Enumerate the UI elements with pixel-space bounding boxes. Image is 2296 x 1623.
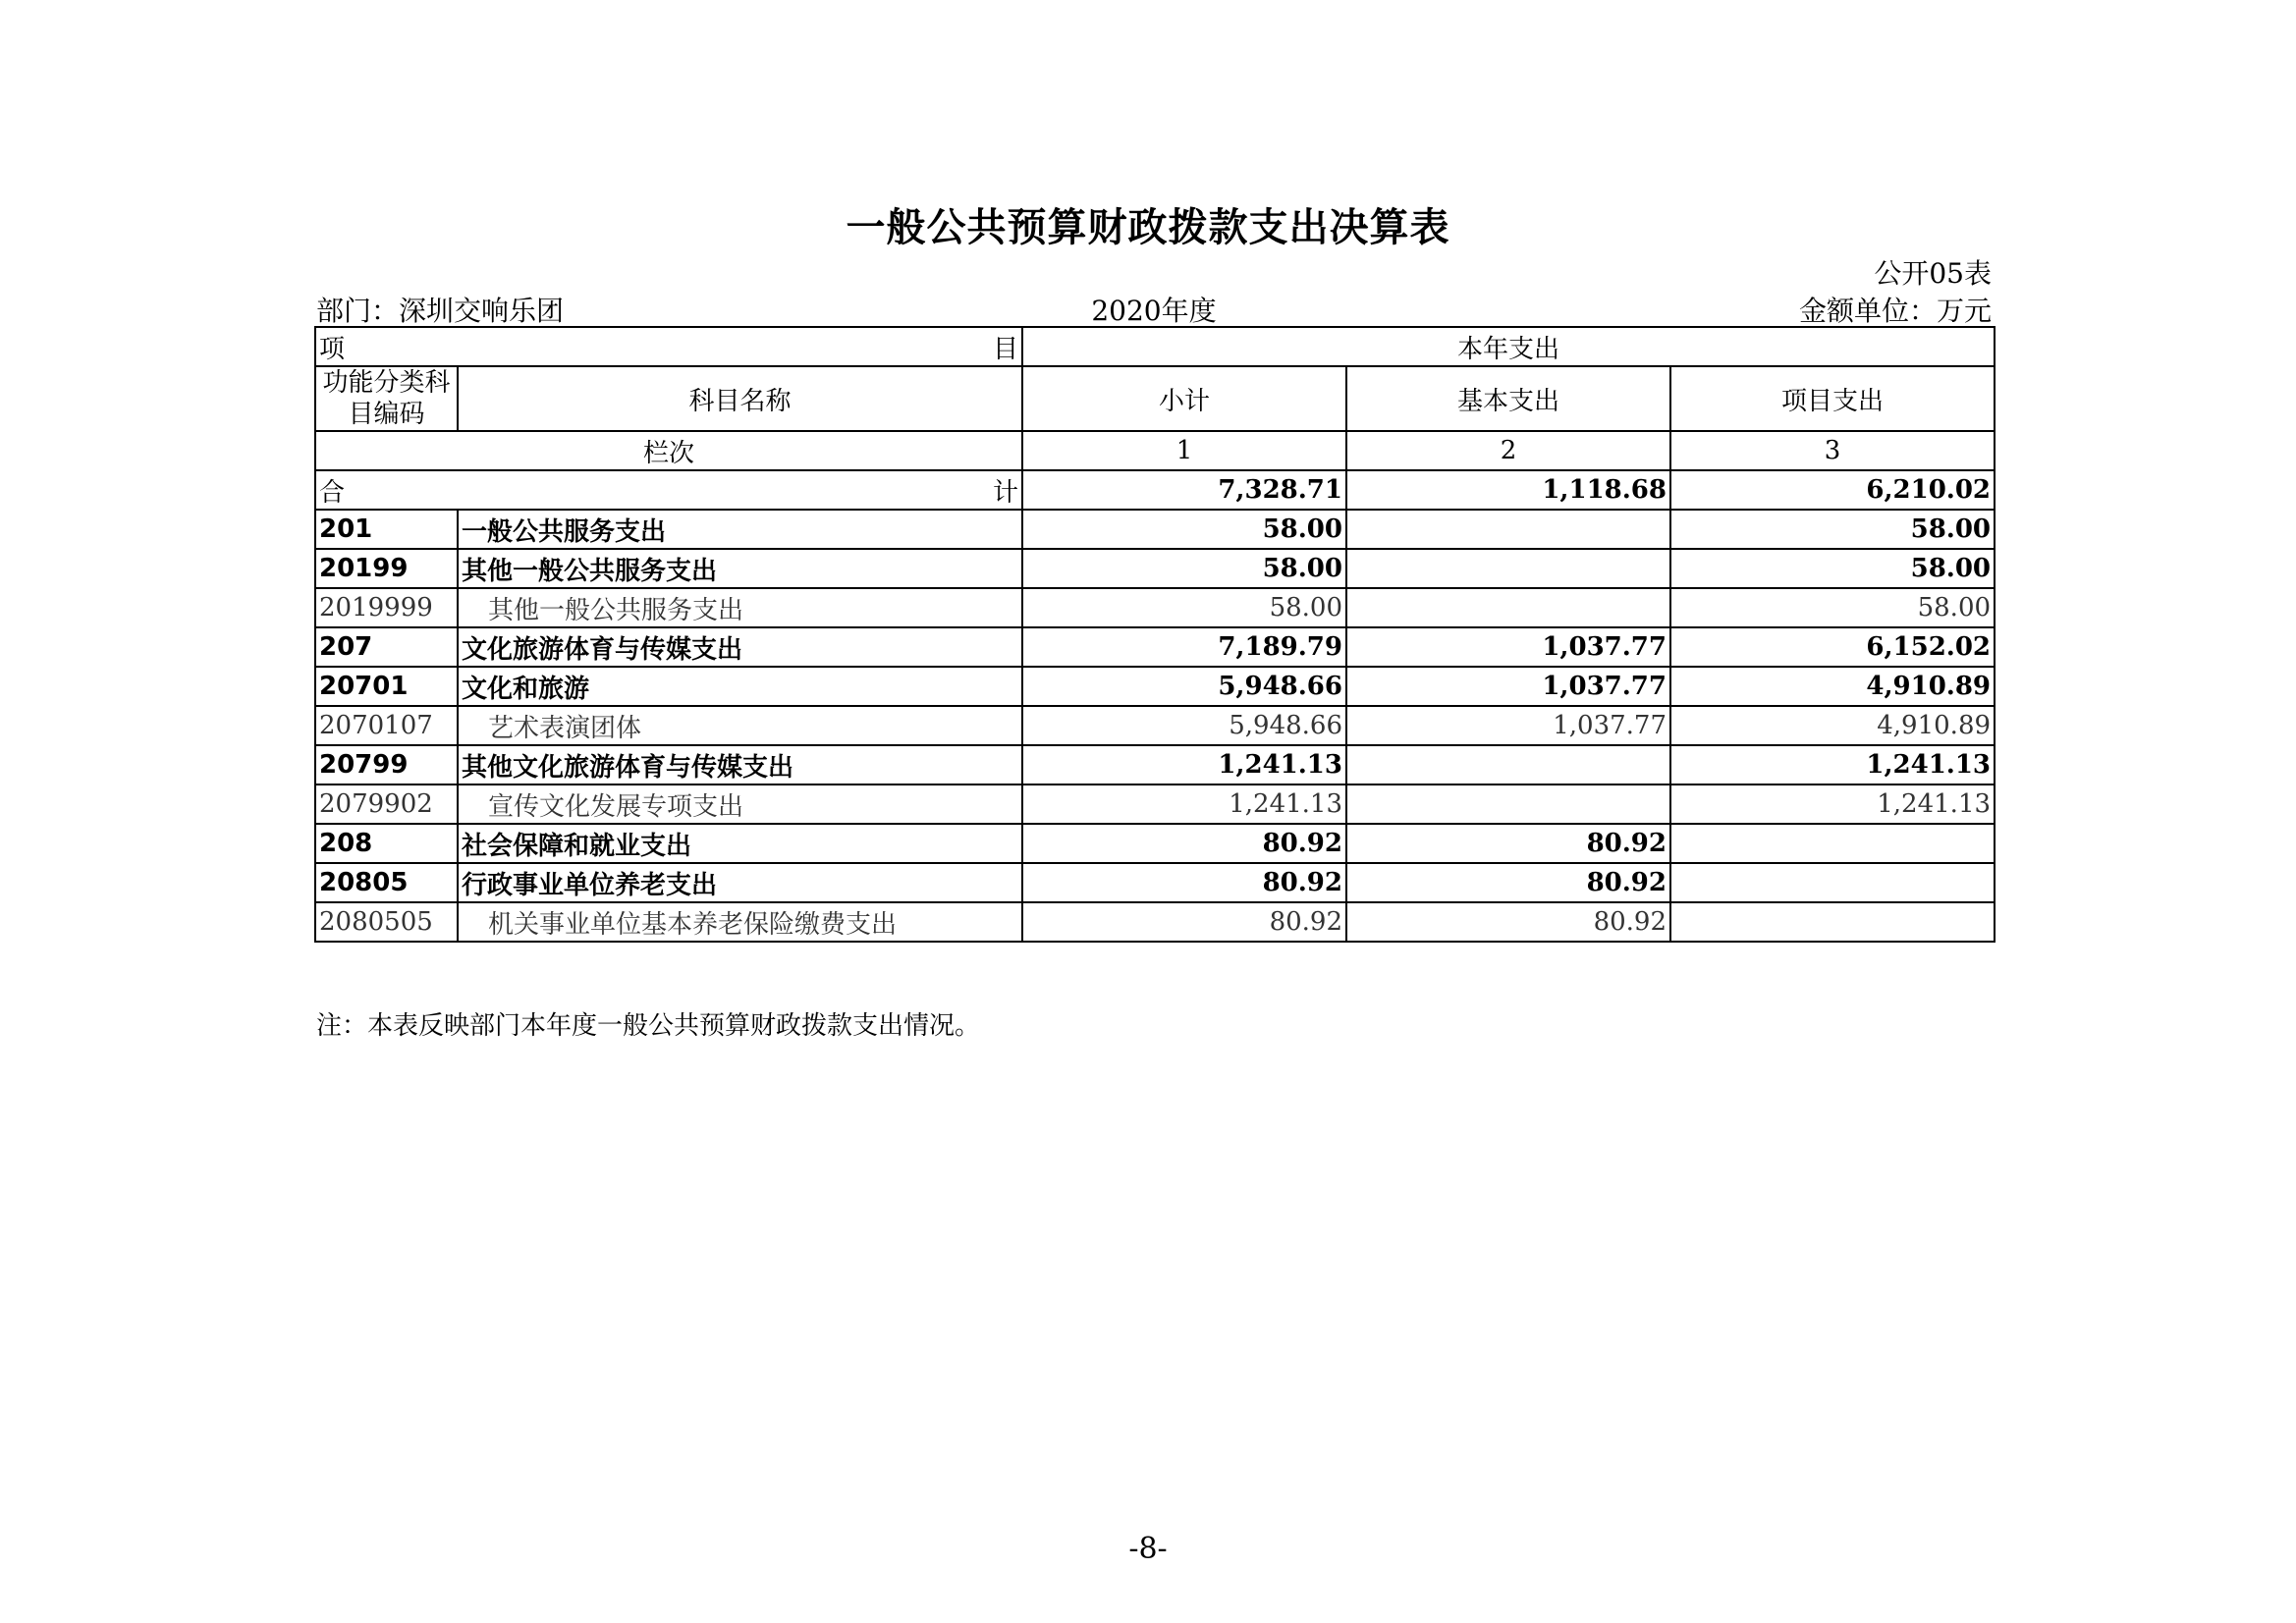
code-header: 功能分类科目编码 — [315, 366, 458, 431]
row-basic: 80.92 — [1346, 824, 1670, 863]
row-name: 其他一般公共服务支出 — [458, 588, 1022, 627]
item-header-cell — [315, 327, 1022, 366]
amount-unit: 金额单位：万元 — [1798, 295, 1992, 327]
table-row — [315, 627, 1995, 667]
total-project: 6,210.02 — [1670, 470, 1995, 510]
table-row — [315, 784, 1995, 824]
row-name: 文化旅游体育与传媒支出 — [458, 627, 1022, 667]
table-row — [315, 902, 1995, 942]
row-code: 20199 — [315, 549, 458, 588]
total-subtotal: 7,328.71 — [1022, 470, 1346, 510]
form-number: 公开05表 — [1874, 257, 1992, 290]
row-name: 艺术表演团体 — [458, 706, 1022, 745]
row-name: 其他一般公共服务支出 — [458, 549, 1022, 588]
row-project: 58.00 — [1670, 549, 1995, 588]
row-name: 社会保障和就业支出 — [458, 824, 1022, 863]
row-project: 58.00 — [1670, 510, 1995, 549]
department-label: 部门：深圳交响乐团 — [316, 295, 565, 327]
meta-row — [316, 290, 1992, 325]
item-header-right: 目 — [992, 334, 1018, 364]
table-row — [315, 824, 1995, 863]
row-project: 4,910.89 — [1670, 667, 1995, 706]
name-header: 科目名称 — [458, 366, 1022, 431]
page-number: -8- — [1128, 1532, 1168, 1566]
subtotal-header: 小计 — [1022, 366, 1346, 431]
row-subtotal: 58.00 — [1022, 510, 1346, 549]
row-project: 1,241.13 — [1670, 745, 1995, 784]
row-basic — [1346, 784, 1670, 824]
index-row — [315, 431, 1995, 470]
row-basic: 1,037.77 — [1346, 627, 1670, 667]
total-row — [315, 470, 1995, 510]
row-project — [1670, 824, 1995, 863]
row-code: 2079902 — [315, 784, 458, 824]
row-project: 4,910.89 — [1670, 706, 1995, 745]
row-code: 2080505 — [315, 902, 458, 942]
budget-table — [314, 326, 1995, 943]
row-project — [1670, 902, 1995, 942]
row-subtotal: 1,241.13 — [1022, 745, 1346, 784]
current-year-header: 本年支出 — [1022, 327, 1995, 366]
row-code: 20799 — [315, 745, 458, 784]
row-subtotal: 5,948.66 — [1022, 706, 1346, 745]
row-project: 6,152.02 — [1670, 627, 1995, 667]
total-label-cell — [315, 470, 1022, 510]
table-row — [315, 667, 1995, 706]
basic-header: 基本支出 — [1346, 366, 1670, 431]
index-label: 栏次 — [315, 431, 1022, 470]
row-code: 2070107 — [315, 706, 458, 745]
row-basic — [1346, 745, 1670, 784]
row-basic — [1346, 510, 1670, 549]
project-header: 项目支出 — [1670, 366, 1995, 431]
row-subtotal: 7,189.79 — [1022, 627, 1346, 667]
table-row — [315, 510, 1995, 549]
table-row — [315, 549, 1995, 588]
row-code: 201 — [315, 510, 458, 549]
total-label-right: 计 — [992, 477, 1018, 508]
table-row — [315, 588, 1995, 627]
row-name: 其他文化旅游体育与传媒支出 — [458, 745, 1022, 784]
row-name: 机关事业单位基本养老保险缴费支出 — [458, 902, 1022, 942]
row-basic: 80.92 — [1346, 902, 1670, 942]
row-basic: 80.92 — [1346, 863, 1670, 902]
index-2: 2 — [1346, 431, 1670, 470]
table-row — [315, 706, 1995, 745]
table-row — [315, 745, 1995, 784]
index-1: 1 — [1022, 431, 1346, 470]
header-row-2 — [315, 366, 1995, 431]
row-project: 58.00 — [1670, 588, 1995, 627]
total-label-left: 合 — [319, 477, 346, 508]
row-subtotal: 80.92 — [1022, 824, 1346, 863]
item-header-left: 项 — [319, 334, 346, 364]
table-row — [315, 863, 1995, 902]
row-project — [1670, 863, 1995, 902]
row-name: 一般公共服务支出 — [458, 510, 1022, 549]
row-subtotal: 80.92 — [1022, 863, 1346, 902]
row-subtotal: 80.92 — [1022, 902, 1346, 942]
row-code: 2019999 — [315, 588, 458, 627]
row-name: 行政事业单位养老支出 — [458, 863, 1022, 902]
row-subtotal: 58.00 — [1022, 549, 1346, 588]
row-basic — [1346, 588, 1670, 627]
row-name: 文化和旅游 — [458, 667, 1022, 706]
row-subtotal: 1,241.13 — [1022, 784, 1346, 824]
row-basic: 1,037.77 — [1346, 706, 1670, 745]
table-note: 注：本表反映部门本年度一般公共预算财政拨款支出情况。 — [316, 1011, 981, 1041]
fiscal-year: 2020年度 — [1091, 295, 1217, 327]
index-3: 3 — [1670, 431, 1995, 470]
row-project: 1,241.13 — [1670, 784, 1995, 824]
row-code: 20701 — [315, 667, 458, 706]
header-row-1 — [315, 327, 1995, 366]
row-code: 20805 — [315, 863, 458, 902]
page-title: 一般公共预算财政拨款支出决算表 — [846, 205, 1450, 250]
row-basic — [1346, 549, 1670, 588]
row-basic: 1,037.77 — [1346, 667, 1670, 706]
row-subtotal: 58.00 — [1022, 588, 1346, 627]
row-code: 208 — [315, 824, 458, 863]
row-name: 宣传文化发展专项支出 — [458, 784, 1022, 824]
total-basic: 1,118.68 — [1346, 470, 1670, 510]
row-code: 207 — [315, 627, 458, 667]
row-subtotal: 5,948.66 — [1022, 667, 1346, 706]
